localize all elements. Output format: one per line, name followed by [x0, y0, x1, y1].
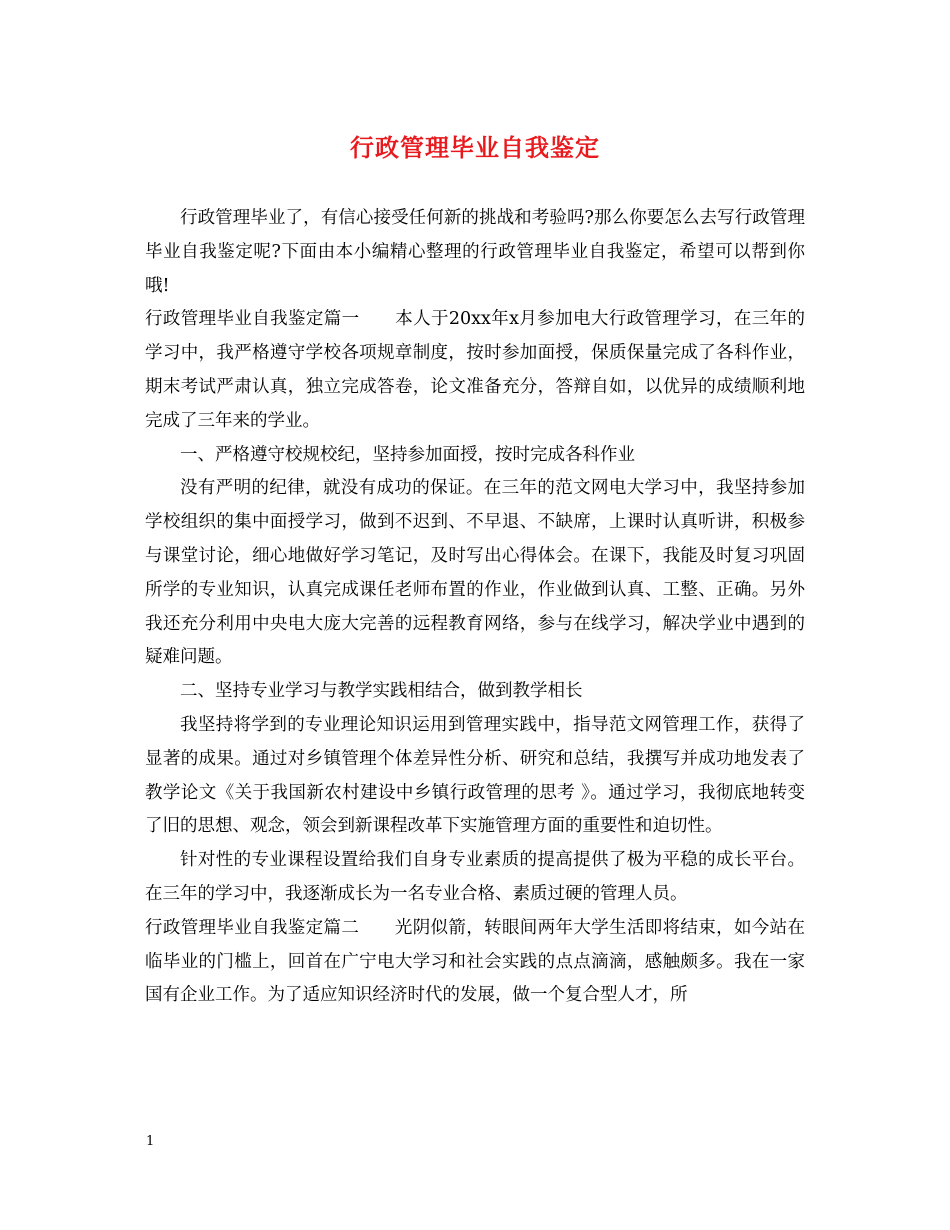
paragraph-growth: 针对性的专业课程设置给我们自身专业素质的提高提供了极为平稳的成长平台。在三年的学习中，我逐渐成长为一名专业合格、素质过硬的管理人员。 — [145, 850, 805, 904]
paragraph-intro: 行政管理毕业了，有信心接受任何新的挑战和考验吗?那么你要怎么去写行政管理毕业自我鉴定呢?下面由本小编精心整理的行政管理毕业自我鉴定，希望可以帮到你哦! — [145, 208, 805, 296]
paragraph-practice: 我坚持将学到的专业理论知识运用到管理实践中，指导范文网管理工作，获得了显著的成果。通过对乡镇管理个体差异性分析、研究和总结，我撰写并成功地发表了教学论文《关于我国新农村建设中乡镇行政管理的思考 》。通过学习，我彻底地转变了旧的思想、观念，领会到新课程改革下实施管理方面的重要性和迫切性。 — [145, 714, 805, 837]
paragraph-section-one-intro: 行政管理毕业自我鉴定篇一 本人于20xx年x月参加电大行政管理学习，在三年的学习中，我严格遵守学校各项规章制度，按时参加面授，保质保量完成了各科作业，期末考试严肃认真，独立完成答卷，论文准备充分，答辩自如，以优异的成绩顺利地完成了三年来的学业。 — [145, 309, 805, 431]
heading-discipline: 一、严格遵守校规校纪，坚持参加面授，按时完成各科作业 — [180, 444, 635, 465]
document-body — [145, 202, 805, 1013]
paragraph-discipline: 没有严明的纪律，就没有成功的保证。在三年的范文网电大学习中，我坚持参加学校组织的集中面授学习，做到不迟到、不早退、不缺席，上课时认真听讲，积极参与课堂讨论，细心地做好学习笔记，及时写出心得体会。在课下，我能及时复习巩固所学的专业知识，认真完成课任老师布置的作业，作业做到认真、工整、正确。另外我还充分利用中央电大庞大完善的远程教育网络，参与在线学习，解决学业中遇到的疑难问题。 — [145, 478, 805, 668]
heading-practice: 二、坚持专业学习与教学实践相结合，做到教学相长 — [180, 681, 583, 702]
page-number: 1 — [146, 1134, 155, 1149]
paragraph-section-two-intro: 行政管理毕业自我鉴定篇二 光阴似箭，转眼间两年大学生活即将结束，如今站在临毕业的门槛上，回首在广宁电大学习和社会实践的点点滴滴，感触颇多。我在一家国有企业工作。为了适应知识经济时代的发展，做一个复合型人才，所 — [145, 917, 805, 1006]
document-title: 行政管理毕业自我鉴定 — [350, 134, 600, 162]
